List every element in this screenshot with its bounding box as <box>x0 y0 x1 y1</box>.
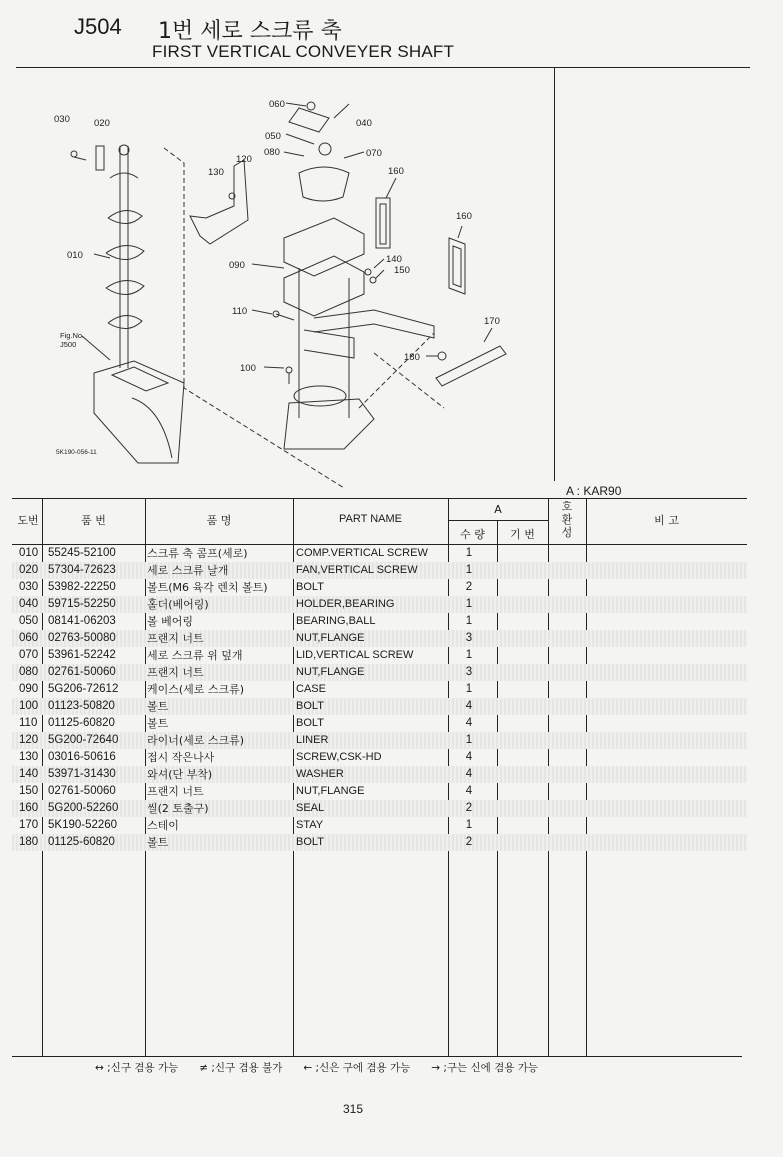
quantity: 1 <box>465 683 473 695</box>
part-name-korean: 라이너(세로 스크류) <box>147 734 245 747</box>
part-name-korean: 볼 베어링 <box>147 615 194 628</box>
part-number: 5G200-72640 <box>48 734 119 746</box>
part-ref-number: 030 <box>19 581 39 593</box>
part-name-english: WASHER <box>296 768 344 780</box>
part-ref-number: 110 <box>19 717 38 729</box>
callout-110: 110 <box>232 306 248 317</box>
quantity: 1 <box>465 547 473 559</box>
table-top-rule <box>12 498 747 499</box>
quantity: 4 <box>465 717 473 729</box>
quantity: 1 <box>465 649 473 661</box>
part-name-korean: 볼트 <box>147 717 169 730</box>
callout-020: 020 <box>94 118 110 129</box>
quantity: 4 <box>465 700 473 712</box>
part-number: 57304-72623 <box>48 564 116 576</box>
part-number: 53961-52242 <box>48 649 116 661</box>
part-name-korean: 케이스(세로 스크류) <box>147 683 245 696</box>
english-title: FIRST VERTICAL CONVEYER SHAFT <box>152 42 455 61</box>
table-row <box>12 800 747 817</box>
part-name-korean: 세로 스크류 날개 <box>147 564 229 577</box>
callout-140: 140 <box>386 254 402 265</box>
part-name-korean: 접시 작은나사 <box>147 751 215 764</box>
part-number: 01123-50820 <box>48 700 115 712</box>
table-row <box>12 647 747 664</box>
table-bottom-rule <box>12 1056 742 1057</box>
part-name-korean: 볼트 <box>147 700 169 713</box>
part-name-english: STAY <box>296 819 324 831</box>
part-number: 02761-50060 <box>48 785 116 797</box>
part-ref-number: 080 <box>19 666 39 678</box>
part-ref-number: 160 <box>19 802 39 814</box>
header-name-kr: 품 명 <box>206 514 232 527</box>
quantity: 1 <box>465 615 473 627</box>
part-number: 53982-22250 <box>48 581 116 593</box>
callout-030: 030 <box>54 114 70 125</box>
quantity: 4 <box>465 785 473 797</box>
part-number: 01125-60820 <box>48 717 115 729</box>
callout-010: 010 <box>67 250 83 261</box>
quantity: 1 <box>465 598 473 610</box>
part-ref-number: 100 <box>19 700 39 712</box>
korean-title: 1번 세로 스크류 축 <box>158 19 342 44</box>
quantity: 1 <box>465 564 473 576</box>
callout-040: 040 <box>356 118 372 129</box>
table-row <box>12 681 747 698</box>
part-ref-number: 130 <box>19 751 39 763</box>
exploded-parts-diagram <box>14 68 554 488</box>
part-number: 03016-50616 <box>48 751 116 763</box>
table-row <box>12 562 747 579</box>
part-name-english: HOLDER,BEARING <box>296 598 395 610</box>
page-code: J504 <box>74 14 122 39</box>
part-name-korean: 볼트 <box>147 836 169 849</box>
quantity: 4 <box>465 751 473 763</box>
callout-080: 080 <box>264 147 280 158</box>
table-row <box>12 766 747 783</box>
part-number: 5K190-52260 <box>48 819 118 831</box>
callout-090: 090 <box>229 260 245 271</box>
part-name-english: SEAL <box>296 802 325 814</box>
part-name-korean: 와셔(단 부착) <box>147 768 213 781</box>
callout-100: 100 <box>240 363 256 374</box>
callout-180: 180 <box>404 352 420 363</box>
part-name-english: COMP.VERTICAL SCREW <box>296 547 428 559</box>
part-name-english: LINER <box>296 734 329 746</box>
table-row <box>12 732 747 749</box>
part-number: 5G200-52260 <box>48 802 119 814</box>
part-name-english: NUT,FLANGE <box>296 785 365 797</box>
part-ref-number: 050 <box>19 615 39 627</box>
part-name-korean: 스크류 축 콤프(세로) <box>147 547 248 560</box>
part-number: 5G206-72612 <box>48 683 119 695</box>
quantity: 2 <box>465 802 473 814</box>
quantity: 3 <box>465 632 473 644</box>
part-name-korean: 프랜지 너트 <box>147 666 204 679</box>
part-ref-number: 060 <box>19 632 39 644</box>
part-number: 02761-50060 <box>48 666 116 678</box>
part-number: 53971-31430 <box>48 768 116 780</box>
table-row <box>12 783 747 800</box>
drawing-code: 5K190-056-11 <box>56 449 97 456</box>
part-name-english: LID,VERTICAL SCREW <box>296 649 414 661</box>
part-ref-number: 180 <box>19 836 39 848</box>
quantity: 1 <box>465 734 473 746</box>
part-number: 55245-52100 <box>48 547 116 559</box>
part-ref-number: 010 <box>19 547 39 559</box>
callout-150: 150 <box>394 265 410 276</box>
part-name-english: FAN,VERTICAL SCREW <box>296 564 418 576</box>
part-name-english: CASE <box>296 683 326 695</box>
part-number: 02763-50080 <box>48 632 116 644</box>
header-compat: 호 환 성 <box>561 500 573 539</box>
part-name-korean: 세로 스크류 위 덮개 <box>147 649 243 662</box>
table-row <box>12 817 747 834</box>
quantity: 2 <box>465 581 473 593</box>
table-row <box>12 579 747 596</box>
part-name-english: NUT,FLANGE <box>296 632 365 644</box>
part-ref-number: 040 <box>19 598 39 610</box>
table-row <box>12 664 747 681</box>
callout-130: 130 <box>208 167 224 178</box>
header-part-name: PART NAME <box>339 513 402 525</box>
part-name-english: NUT,FLANGE <box>296 666 365 678</box>
table-row <box>12 715 747 732</box>
table-row <box>12 545 747 562</box>
quantity: 4 <box>465 768 473 780</box>
part-name-english: BOLT <box>296 581 324 593</box>
part-name-english: BOLT <box>296 717 324 729</box>
part-name-korean: 씰(2 토출구) <box>147 802 209 815</box>
part-name-english: SCREW,CSK-HD <box>296 751 382 763</box>
callout-160-b: 160 <box>456 211 472 222</box>
callout-160-a: 160 <box>388 166 404 177</box>
part-name-korean: 프랜지 너트 <box>147 785 204 798</box>
header-base-no: 기 번 <box>510 528 535 541</box>
callout-060: 060 <box>269 99 285 110</box>
figure-ref-label: Fig.No. <box>60 331 85 340</box>
callout-050: 050 <box>265 131 281 142</box>
part-ref-number: 140 <box>19 768 39 780</box>
part-ref-number: 070 <box>19 649 39 661</box>
part-ref-number: 150 <box>19 785 39 797</box>
header-qty: 수 량 <box>460 528 485 541</box>
figure-ref-number: J500 <box>60 340 77 349</box>
table-row <box>12 834 747 851</box>
header-remarks: 비 고 <box>654 514 679 527</box>
part-number: 01125-60820 <box>48 836 115 848</box>
table-row <box>12 630 747 647</box>
part-ref-number: 020 <box>19 564 39 576</box>
quantity: 2 <box>465 836 473 848</box>
table-row <box>12 613 747 630</box>
part-number: 08141-06203 <box>48 615 116 627</box>
part-name-korean: 볼트(M6 육각 렌치 볼트) <box>147 581 268 594</box>
part-ref-number: 120 <box>19 734 39 746</box>
table-row <box>12 749 747 766</box>
part-name-korean: 프랜지 너트 <box>147 632 204 645</box>
callout-120: 120 <box>236 154 252 165</box>
header-part-no: 품 번 <box>81 514 106 527</box>
table-row <box>12 596 747 613</box>
part-name-korean: 홀더(베어링) <box>147 598 209 611</box>
subheader-rule <box>448 520 548 521</box>
compatibility-legend: ↔ ;신구 겸용 가능 ≠ ;신구 겸용 불가 ← ;신은 구에 겸용 가능 → ;구는 신에 겸용 가능 <box>95 1062 539 1074</box>
callout-070: 070 <box>366 148 382 159</box>
part-ref-number: 090 <box>19 683 39 695</box>
header-no: 도번 <box>17 514 39 527</box>
callout-170: 170 <box>484 316 500 327</box>
part-name-english: BEARING,BALL <box>296 615 376 627</box>
model-label: A : KAR90 <box>566 484 622 498</box>
part-name-english: BOLT <box>296 700 324 712</box>
part-ref-number: 170 <box>19 819 39 831</box>
part-number: 59715-52250 <box>48 598 116 610</box>
part-name-english: BOLT <box>296 836 324 848</box>
part-name-korean: 스테이 <box>147 819 179 832</box>
table-row <box>12 698 747 715</box>
diagram-divider <box>554 67 555 481</box>
header-group-a: A <box>494 503 502 516</box>
page-number: 315 <box>343 1102 364 1116</box>
quantity: 3 <box>465 666 473 678</box>
quantity: 1 <box>465 819 473 831</box>
